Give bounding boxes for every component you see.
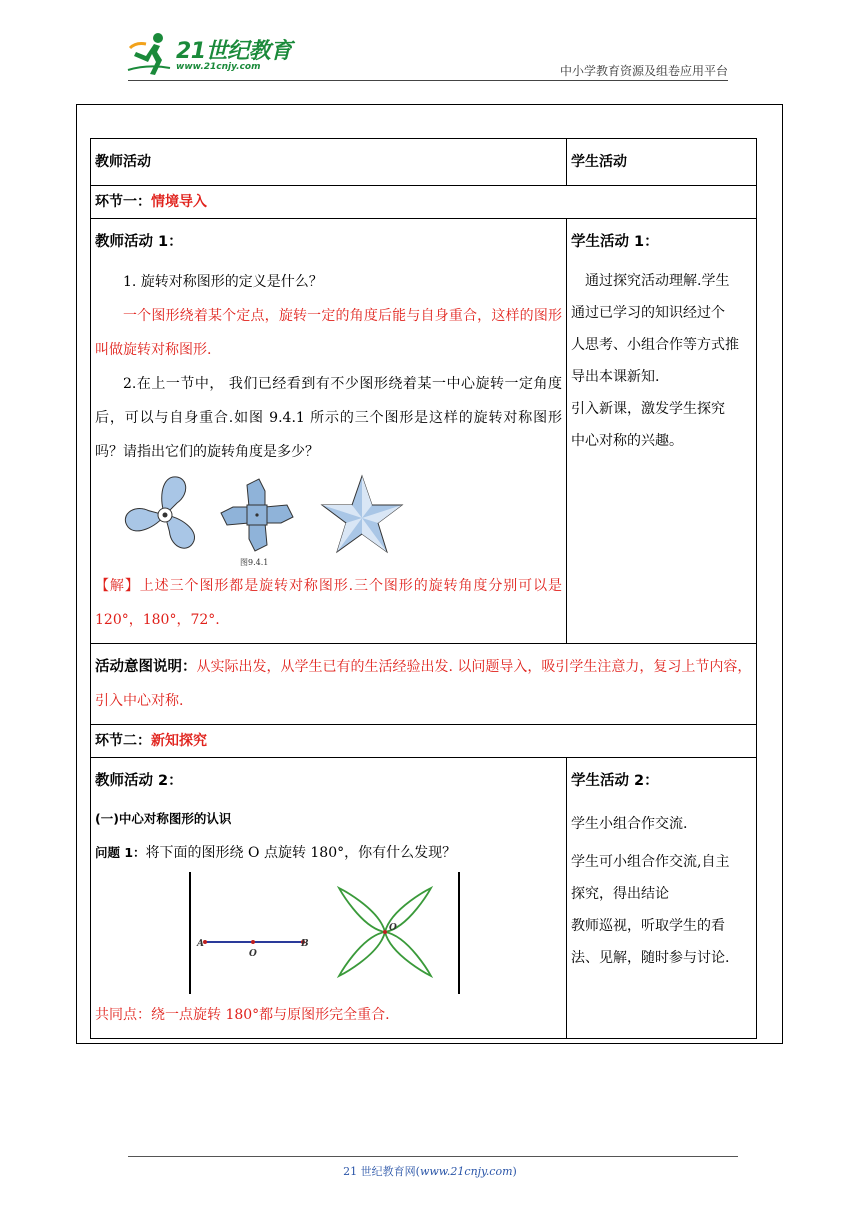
student2-line-0: 学生小组合作交流. [571,816,688,832]
intent-label: 活动意图说明： [95,659,197,675]
teacher1-question1: 1. 旋转对称图形的定义是什么？ [123,274,323,290]
student2-line-4: 法、见解，随时参与讨论. [571,950,730,966]
solution-text: 上述三个图形都是旋转对称图形.三个图形的旋转角度分别可以是 120°，180°，72°. [95,578,562,628]
teacher1-question2: 2.在上一节中， 我们已经看到有不少图形绕着某一中心旋转一定角度后，可以与自身重合.如图 9.4.1 所示的三个图形是这样的旋转对称图形吗？请指出它们的旋转角度是多少？ [95,376,562,460]
rotation-figure [189,872,461,994]
student1-line-2: 人思考、小组合作等方式推 [571,337,739,353]
page-header [0,0,860,90]
common-point [95,998,562,1032]
teacher-activity2-cell [91,758,567,1039]
student1-line-5: 中心对称的兴趣。 [571,433,683,449]
col-teacher-header: 教师活动 [91,139,567,186]
intent-cell [91,644,757,725]
logo-text: 21世纪教育 [176,39,292,64]
activity2-row [91,758,757,1039]
section2-label: 环节二： [95,733,151,749]
section2-cell [91,725,757,758]
flower-center-label: O [389,923,397,933]
page-footer [0,1163,860,1179]
point-b-label: B [301,939,309,949]
section2-title: 新知探究 [151,733,207,749]
section1-cell [91,186,757,219]
student-activity2-cell [567,758,757,1039]
teacher-activity1-cell [91,219,567,644]
student1-line-3: 导出本课新知. [571,369,660,385]
footer-suffix: ) [512,1165,517,1178]
section2-row [91,725,757,758]
solution-label: 【解】 [95,578,140,594]
site-logo[interactable] [124,30,294,82]
activity1-row [91,219,757,644]
point-o-label: O [249,949,257,959]
student-activity1-cell [567,219,757,644]
logo-url: www.21cnjy.com [176,62,261,72]
student2-line-3: 教师巡视，听取学生的看 [571,918,725,934]
section1-row [91,186,757,219]
teacher1-solution [95,569,562,637]
table-header-row [91,139,757,186]
footer-divider [128,1156,738,1157]
header-divider [128,80,728,81]
student1-line-4: 引入新课，激发学生探究 [571,401,725,417]
teacher2-heading: 教师活动 2： [95,773,183,789]
teacher1-heading: 教师活动 1： [95,234,183,250]
common-label: 共同点： [95,1007,151,1023]
common-text: 绕一点旋转 180°都与原图形完全重合. [151,1007,390,1023]
four-arm-figure [217,475,297,555]
footer-url-link[interactable]: www.21cnjy.com [419,1165,513,1178]
student2-heading: 学生活动 2： [571,773,659,789]
student1-line-0: 通过探究活动理解.学生 [585,273,730,289]
teacher2-question [95,836,562,870]
question1-label: 问题 1： [95,845,146,860]
section1-title: 情境导入 [151,194,207,210]
question1-text: 将下面的图形绕 O 点旋转 180°，你有什么发现？ [145,845,457,861]
figure-caption: 图9.4.1 [240,558,269,567]
propeller-figure [123,473,207,557]
teacher2-subtitle: (一)中心对称图形的认识 [95,811,232,826]
intent-row [91,644,757,725]
student2-line-2: 探究，得出结论 [571,886,669,902]
figure-9-4-1 [95,473,562,569]
platform-title: 中小学教育资源及组卷应用平台 [559,64,728,78]
student1-line-1: 通过已学习的知识经过个 [571,305,725,321]
intent-text: 从实际出发，从学生已有的生活经验出发. 以问题导入，吸引学生注意力，复习上节内容，引入中心对称. [95,659,752,709]
runner-logo-icon [124,30,174,78]
teacher1-answer1: 一个图形绕着某个定点，旋转一定的角度后能与自身重合，这样的图形叫做旋转对称图形. [95,308,562,358]
point-a-label: A [197,939,204,949]
star-figure [317,473,407,559]
col-student-header: 学生活动 [567,139,757,186]
section1-label: 环节一： [95,194,151,210]
student2-line-1: 学生可小组合作交流,自主 [571,854,730,870]
student1-heading: 学生活动 1： [571,234,659,250]
footer-prefix: 21 世纪教育网( [343,1165,420,1178]
lesson-table [90,138,757,1039]
